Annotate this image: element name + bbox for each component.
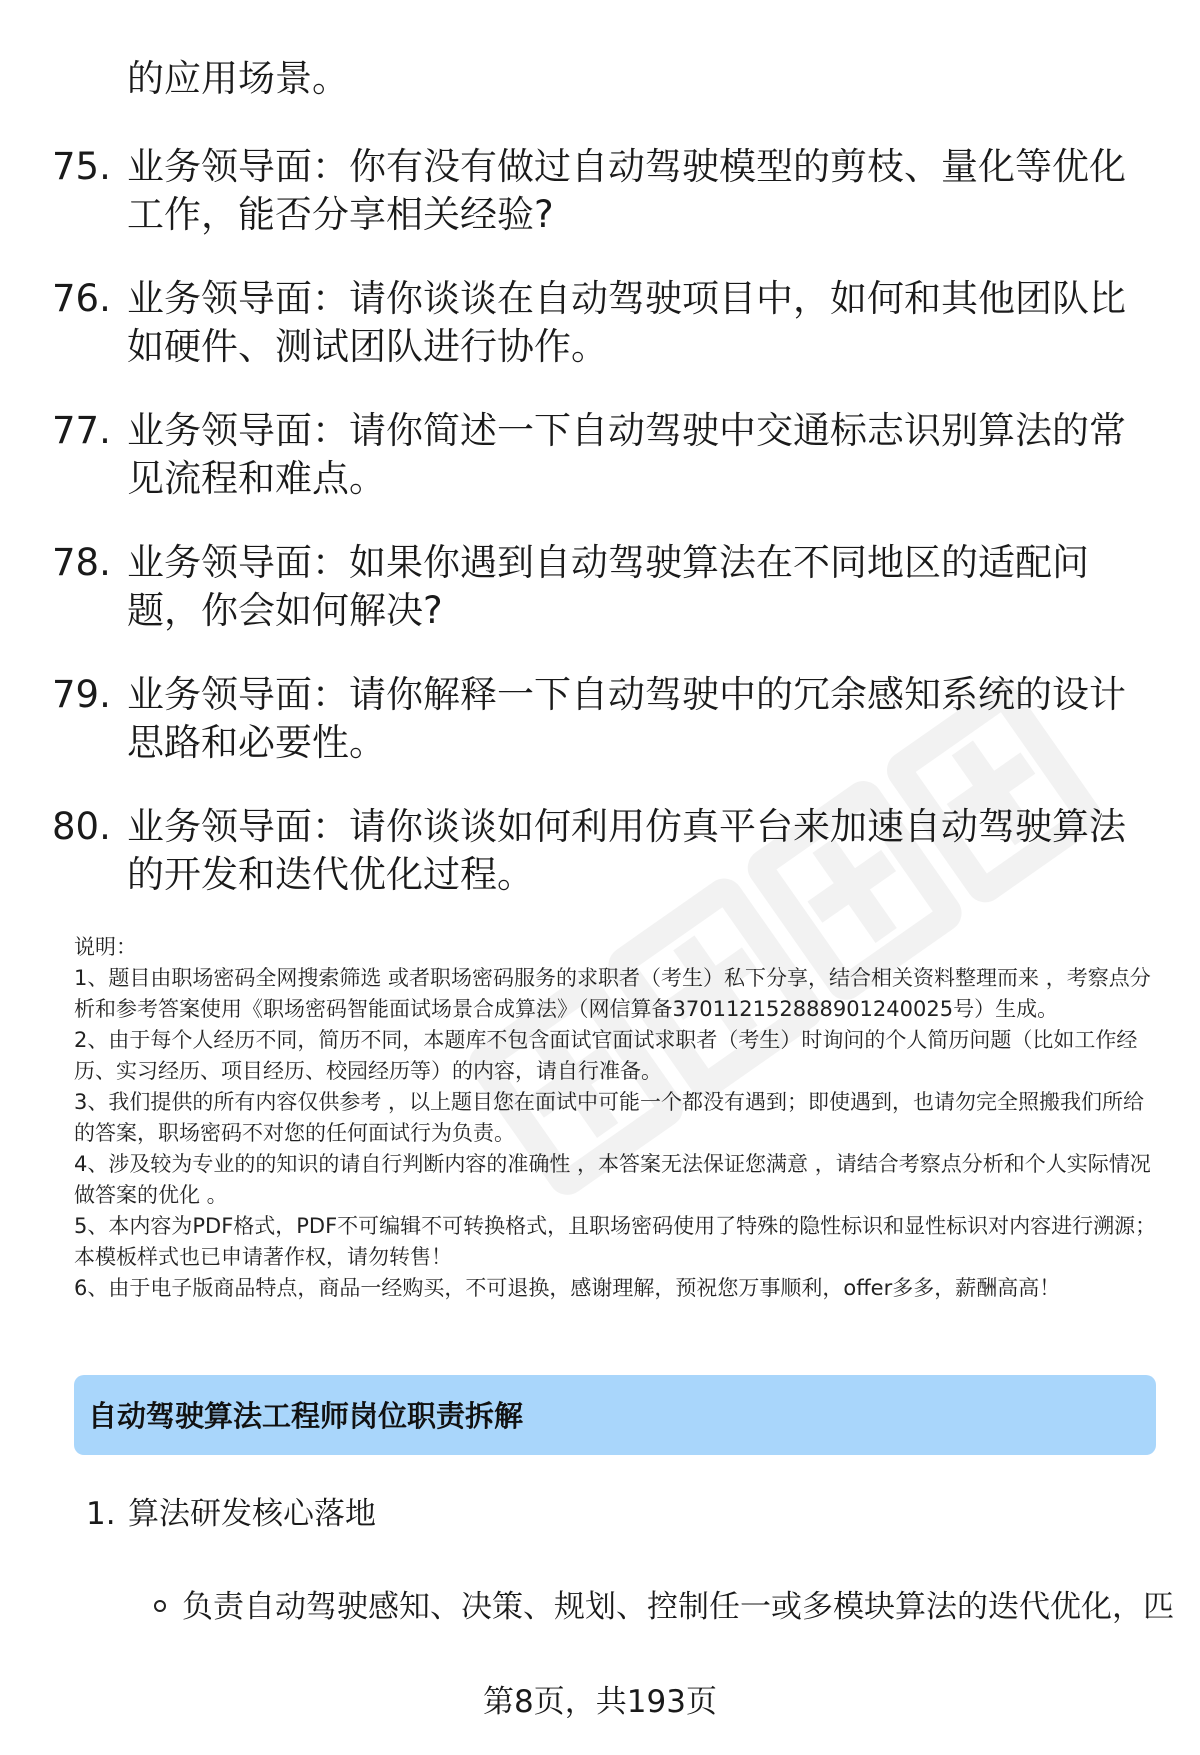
continuation-text: 的应用场景。 — [127, 57, 349, 100]
disclaimer-notes — [74, 932, 1162, 1304]
question-text: 业务领导面：请你谈谈在自动驾驶项目中，如何和其他团队比如硬件、测试团队进行协作。 — [127, 277, 1126, 368]
question-number: 76. — [52, 277, 111, 320]
subsection-title: 算法研发核心落地 — [128, 1496, 376, 1532]
question-text: 业务领导面：请你解释一下自动驾驶中的冗余感知系统的设计思路和必要性。 — [127, 673, 1126, 764]
hollow-bullet-icon — [154, 1600, 166, 1612]
note-item: 5、本内容为PDF格式，PDF不可编辑不可转换格式，且职场密码使用了特殊的隐性标识和显性标识对内容进行溯源；本模板样式也已申请著作权，请勿转售！ — [74, 1214, 1157, 1269]
question-text: 业务领导面：如果你遇到自动驾驶算法在不同地区的适配问题，你会如何解决? — [127, 541, 1089, 632]
note-item: 4、涉及较为专业的的知识的请自行判断内容的准确性 ，本答案无法保证您满意 ，请结合考察点分析和个人实际情况做答案的优化 。 — [74, 1152, 1151, 1207]
question-text: 业务领导面：你有没有做过自动驾驶模型的剪枝、量化等优化工作，能否分享相关经验? — [127, 145, 1126, 236]
page-number-footer: 第8页，共193页 — [483, 1684, 717, 1720]
section-title: 自动驾驶算法工程师岗位职责拆解 — [88, 1399, 524, 1433]
subsection-number: 1. — [86, 1496, 116, 1532]
question-number: 80. — [52, 805, 111, 848]
question-number: 75. — [52, 145, 111, 188]
question-text: 业务领导面：请你谈谈如何利用仿真平台来加速自动驾驶算法的开发和迭代优化过程。 — [127, 805, 1126, 896]
question-text: 业务领导面：请你简述一下自动驾驶中交通标志识别算法的常见流程和难点。 — [127, 409, 1126, 500]
section-header — [74, 1375, 1156, 1455]
question-number: 77. — [52, 409, 111, 452]
note-item: 2、由于每个人经历不同，简历不同，本题库不包含面试官面试求职者（考生）时询问的个人简历问题（比如工作经历、实习经历、项目经历、校园经历等）的内容，请自行准备。 — [74, 1028, 1138, 1083]
note-item: 6、由于电子版商品特点，商品一经购买，不可退换，感谢理解，预祝您万事顺利，offer多多，薪酬高高！ — [74, 1276, 1061, 1300]
question-number: 78. — [52, 541, 111, 584]
note-item: 1、题目由职场密码全网搜索筛选 或者职场密码服务的求职者（考生）私下分享，结合相关资料整理而来 ，考察点分析和参考答案使用《职场密码智能面试场景合成算法》（网信算备370112152888901240025号）生成。 — [74, 966, 1151, 1021]
question-number: 79. — [52, 673, 111, 716]
notes-title: 说明： — [74, 935, 137, 959]
bullet-text: 负责自动驾驶感知、决策、规划、控制任一或多模块算法的迭代优化，匹 — [182, 1589, 1174, 1625]
note-item: 3、我们提供的所有内容仅供参考 ，以上题目您在面试中可能一个都没有遇到；即使遇到，也请勿完全照搬我们所给的答案，职场密码不对您的任何面试行为负责。 — [74, 1090, 1145, 1145]
